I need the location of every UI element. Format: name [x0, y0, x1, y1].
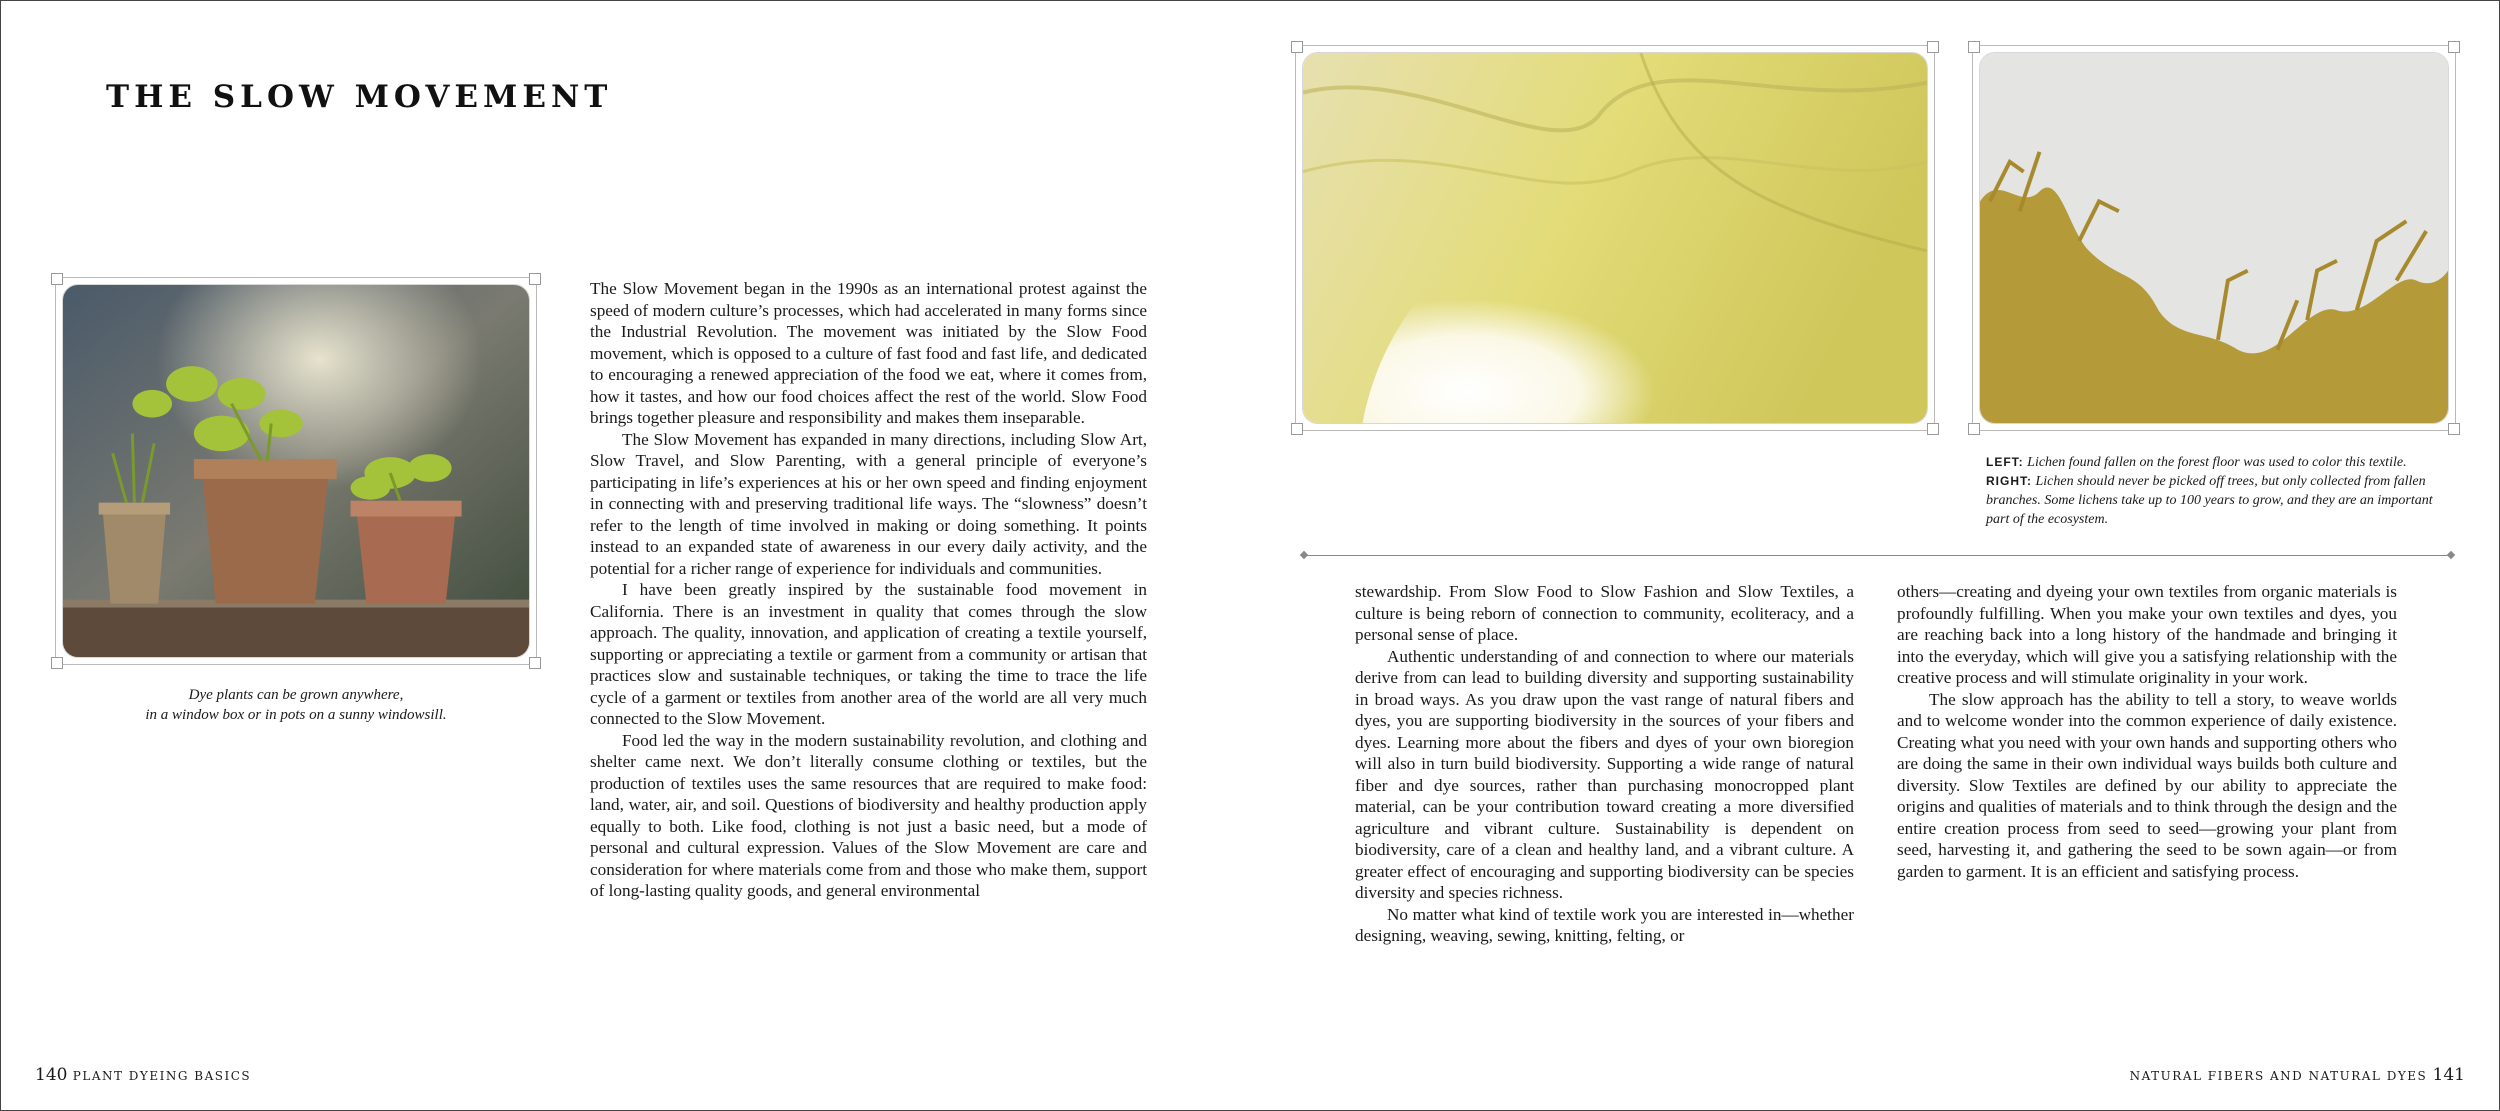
page-number: 140	[35, 1065, 68, 1085]
photo-image	[1979, 52, 2449, 424]
frame-corner	[529, 273, 541, 285]
right-text-column-1	[1355, 581, 1854, 947]
page-number: 141	[2432, 1065, 2465, 1085]
lichen-illustration	[1980, 53, 2448, 423]
paragraph: I have been greatly inspired by the sustainable food movement in California. There is an investment in quality that comes through the slow approach. The quality, innovation, and application of creating a textile yourself, supporting or appreciating a textile or garment from a community or artisan that practices slow and sustainable techniques, or taking the time to trace the life cycle of a garment or textiles from another area of the world are all very much connected to the Slow Movement.	[590, 580, 1147, 728]
frame-corner	[51, 657, 63, 669]
photo-caption	[1986, 453, 2446, 529]
frame-corner	[51, 273, 63, 285]
paragraph: No matter what kind of textile work you are interested in—whether designing, weaving, sewing, knitting, felting, or	[1355, 904, 1854, 945]
caption-left-text: Lichen found fallen on the forest floor was used to color this textile.	[2027, 455, 2407, 470]
paragraph: Food led the way in the modern sustainability revolution, and clothing and shelter came next. We don’t literally consume clothing or textiles, but the production of textiles uses the same resources that are required to make food: land, water, air, and soil. Questions of biodiversity and healthy production apply equally to both. Like food, clothing is not just a basic need, but a mode of personal and cultural expression. Values of the Slow Movement are care and consideration for where materials come from and those who make them, support of long-lasting quality goods, and general environmental	[590, 730, 1147, 900]
lichen-textile-photo	[1295, 45, 1935, 431]
frame-corner	[1291, 423, 1303, 435]
photo-image	[1302, 52, 1928, 424]
photo-caption	[61, 685, 531, 725]
frame-corner	[2448, 41, 2460, 53]
paragraph: stewardship. From Slow Food to Slow Fashion and Slow Textiles, a culture is being reborn of connection to community, ecoliteracy, and a personal sense of place.	[1355, 582, 1854, 644]
caption-left-label: LEFT:	[1986, 455, 2024, 469]
paragraph: The Slow Movement has expanded in many directions, including Slow Art, Slow Travel, and Slow Parenting, with a general principle of everyone’s participating in life’s experiences at his or her own speed and finding enjoyment in connecting with and preserving traditional life ways. The “slowness” doesn’t refer to the length of time involved in making or doing something. It points instead to an expanded state of awareness in our every daily activity, and the potential for a richer range of experience for individuals and communities.	[590, 429, 1147, 578]
plant-pots-illustration	[63, 285, 529, 657]
yellow-textile-illustration	[1303, 53, 1927, 423]
frame-corner	[1927, 41, 1939, 53]
frame-corner	[1927, 423, 1939, 435]
frame-corner	[2448, 423, 2460, 435]
right-text-column-2	[1897, 581, 2397, 882]
caption-line-1: Dye plants can be grown anywhere,	[188, 687, 404, 703]
paragraph: The Slow Movement began in the 1990s as an international protest against the speed of modern culture’s processes, which had accelerated in many forms since the Industrial Revolution. The movement was initiated by the Slow Food movement, which is opposed to a culture of fast food and fast life, and dedicated to encouraging a renewed appreciation of the food we eat, where it comes from, how it tastes, and how our food choices affect the rest of the world. Slow Food brings together pleasure and responsibility and makes them inseparable.	[590, 279, 1147, 427]
left-folio	[35, 1065, 251, 1085]
section-divider	[1304, 555, 2451, 556]
plant-pots-photo	[55, 277, 537, 665]
paragraph: The slow approach has the ability to tell a story, to weave worlds and to welcome wonder into the common experience of daily existence. Creating what you need with your own hands and supporting others who are doing the same in their own individual ways builds both culture and diversity. Slow Textiles are defined by our ability to appreciate the origins and qualities of materials and to think through the design and the entire creation process from seed to seed—growing your plant from seed, harvesting it, and gathering the seed to be sown again—or from garden to garment. It is an efficient and satisfying process.	[1897, 689, 2397, 881]
left-text-column	[590, 278, 1147, 902]
photo-image	[62, 284, 530, 658]
lichen-branch-photo	[1972, 45, 2456, 431]
frame-corner	[1968, 41, 1980, 53]
paragraph: Authentic understanding of and connection to where our materials derive from can lead to building diversity and supporting sustainability in broad ways. As you draw upon the vast range of natural fibers and dyes, you are supporting biodiversity in the sources of your fibers and dyes. Learning more about the fibers and dyes of your own bioregion will also in turn build biodiversity. Supporting a wide range of natural fiber and dye sources, rather than purchasing monocropped plant material, can be your contribution toward creating a more diversified agriculture and vibrant culture. Sustainability is dependent on biodiversity, care of a clean and healthy land, and a vibrant culture. A greater effect of encouraging and supporting biodiversity can be species diversity and species richness.	[1355, 646, 1854, 902]
frame-corner	[1291, 41, 1303, 53]
running-footer: NATURAL FIBERS AND NATURAL DYES	[2129, 1069, 2428, 1083]
paragraph: others—creating and dyeing your own textiles from organic materials is profoundly fulfilling. When you make your own textiles and dyes, you are reaching back into a long history of the handmade and bringing it into the everyday, which will give you a satisfying relationship with the creative process and will stimulate originality in your work.	[1897, 582, 2397, 687]
caption-right-label: RIGHT:	[1986, 474, 2032, 488]
caption-right-text: Lichen should never be picked off trees, but only collected from fallen branches. Some lichens take up to 100 years to grow, and they are an important part of the ecosystem.	[1986, 474, 2433, 527]
frame-corner	[529, 657, 541, 669]
right-folio	[2130, 1065, 2465, 1085]
running-footer: PLANT DYEING BASICS	[72, 1069, 252, 1083]
frame-corner	[1968, 423, 1980, 435]
caption-line-2: in a window box or in pots on a sunny windowsill.	[145, 707, 447, 723]
page-title: THE SLOW MOVEMENT	[106, 79, 613, 115]
